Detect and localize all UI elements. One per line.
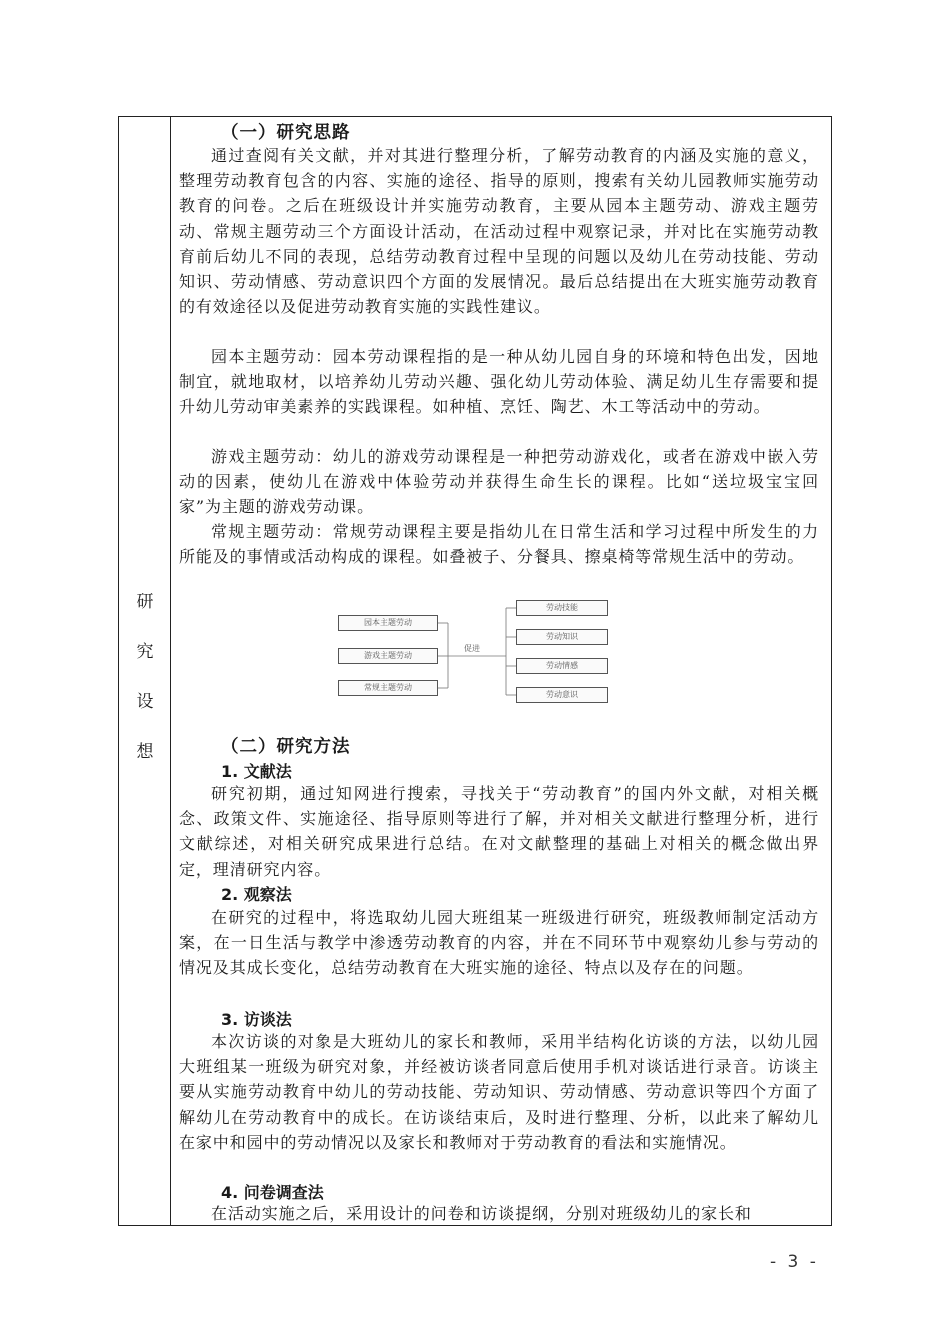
row-label-char: 究 — [136, 642, 154, 662]
diagram-box-routine-labor: 常规主题劳动 — [338, 680, 438, 696]
method-title: 3. 访谈法 — [221, 1010, 292, 1029]
diagram-box-skills: 劳动技能 — [516, 600, 608, 616]
paragraph: 本次访谈的对象是大班幼儿的家长和教师，采用半结构化访谈的方法，以幼儿园大班组某一班级为研究对象，并经被访谈者同意后使用手机对谈话进行录音。访谈主要从实施劳动教育中幼儿的劳动技能、劳动知识、劳动情感、劳动意识等四个方面了解幼儿在劳动教育中的成长。在访谈结束后，及时进行整理、分析，以此来了解幼儿在家中和园中的劳动情况以及家长和教师对于劳动教育的看法和实施情况。 — [179, 1032, 819, 1152]
research-design-table — [118, 116, 832, 1226]
page-number: - 3 - — [770, 1252, 819, 1272]
paragraph: 在活动实施之后，采用设计的问卷和访谈提纲，分别对班级幼儿的家长和 — [211, 1204, 752, 1223]
row-label-column — [119, 117, 171, 1225]
diagram-label-promote: 促进 — [464, 644, 480, 653]
section-heading-research-method: （二）研究方法 — [221, 737, 351, 757]
section-heading-research-idea: （一）研究思路 — [221, 123, 351, 143]
method-title: 4. 问卷调查法 — [221, 1183, 324, 1202]
flow-diagram — [336, 602, 636, 710]
method-title: 1. 文献法 — [221, 762, 292, 781]
row-label-char: 设 — [136, 692, 154, 712]
row-label-char: 研 — [136, 592, 154, 612]
diagram-box-knowledge: 劳动知识 — [516, 629, 608, 645]
paragraph: 在研究的过程中，将选取幼儿园大班组某一班级进行研究，班级教师制定活动方案，在一日生活与教学中渗透劳动教育的内容，并在不同环节中观察幼儿参与劳动的情况及其成长变化，总结劳动教育在大班实施的途径、特点以及存在的问题。 — [179, 908, 819, 978]
diagram-box-garden-labor: 园本主题劳动 — [338, 615, 438, 631]
diagram-box-game-labor: 游戏主题劳动 — [338, 648, 438, 664]
paragraph: 通过查阅有关文献，并对其进行整理分析，了解劳动教育的内涵及实施的意义，整理劳动教育包含的内容、实施的途径、指导的原则，搜索有关幼儿园教师实施劳动教育的问卷。之后在班级设计并实施劳动教育，主要从园本主题劳动、游戏主题劳动、常规主题劳动三个方面设计活动，在活动过程中观察记录，并对比在实施劳动教育前后幼儿不同的表现，总结劳动教育过程中呈现的问题以及幼儿在劳动技能、劳动知识、劳动情感、劳动意识四个方面的发展情况。最后总结提出在大班实施劳动教育的有效途径以及促进劳动教育实施的实践性建议。 — [179, 146, 819, 317]
diagram-box-emotion: 劳动情感 — [516, 658, 608, 674]
row-label-char: 想 — [136, 742, 154, 762]
paragraph: 游戏主题劳动：幼儿的游戏劳动课程是一种把劳动游戏化，或者在游戏中嵌入劳动的因素，使幼儿在游戏中体验劳动并获得生命生长的课程。比如“送垃圾宝宝回家”为主题的游戏劳动课。 — [179, 447, 819, 517]
paragraph: 常规主题劳动：常规劳动课程主要是指幼儿在日常生活和学习过程中所发生的力所能及的事情或活动构成的课程。如叠被子、分餐具、擦桌椅等常规生活中的劳动。 — [179, 522, 819, 567]
content-cell — [171, 117, 831, 1225]
paragraph: 研究初期，通过知网进行搜索，寻找关于“劳动教育”的国内外文献，对相关概念、政策文件、实施途径、指导原则等进行了解，并对相关文献进行整理分析，进行文献综述，对相关研究成果进行总结。在对文献整理的基础上对相关的概念做出界定，理清研究内容。 — [179, 784, 819, 879]
paragraph: 园本主题劳动：园本劳动课程指的是一种从幼儿园自身的环境和特色出发，因地制宜，就地取材，以培养幼儿劳动兴趣、强化幼儿劳动体验、满足幼儿生存需要和提升幼儿劳动审美素养的实践课程。如种植、烹饪、陶艺、木工等活动中的劳动。 — [179, 347, 819, 417]
method-title: 2. 观察法 — [221, 885, 292, 904]
diagram-box-awareness: 劳动意识 — [516, 687, 608, 703]
